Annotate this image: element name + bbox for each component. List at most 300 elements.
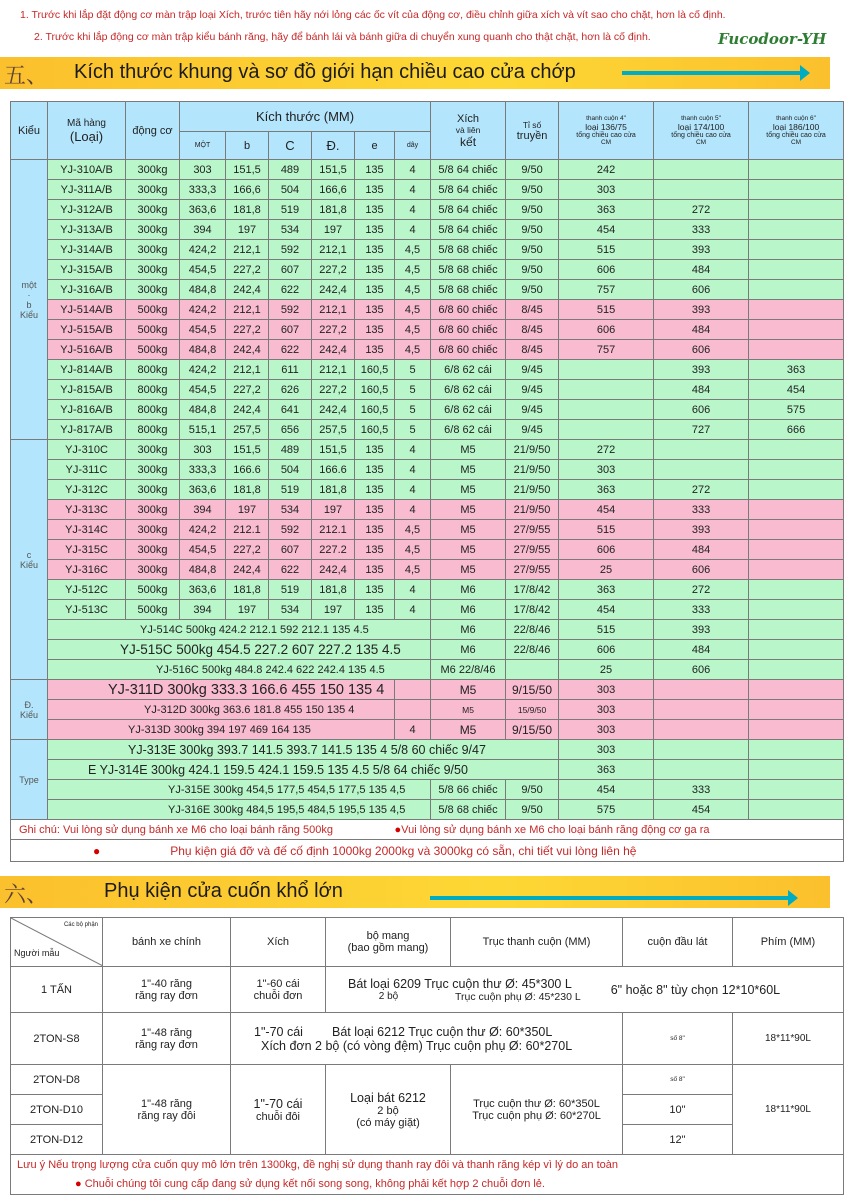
table-row <box>11 600 844 620</box>
cell-height-6in <box>749 260 844 280</box>
cell-height-5in: 333 <box>654 600 749 620</box>
cell-dim-a: 424,2 <box>180 520 226 540</box>
cell-ratio: 9/50 <box>506 220 559 240</box>
cell-chain-count: 4,5 <box>395 340 431 360</box>
cell-dim-b: 181,8 <box>226 580 269 600</box>
cell-dim-e: 160,5 <box>355 420 395 440</box>
cell-dim-b: 166,6 <box>226 180 269 200</box>
cell-dim-c: 489 <box>269 160 312 180</box>
cell-merged-spec: YJ-315E 300kg 454,5 177,5 454,5 177,5 135 4,5 <box>48 780 431 800</box>
cell-dim-c: 607 <box>269 540 312 560</box>
cell-motor: 500kg <box>126 340 180 360</box>
cell-merged-spec: YJ-516C 500kg 484.8 242.4 622 242.4 135 4.5 <box>48 660 431 680</box>
cell-height-6in <box>749 620 844 640</box>
cell-chain-count: 4,5 <box>395 300 431 320</box>
cell-height-5in <box>654 680 749 700</box>
cell-chain: 5/8 68 chiếc <box>431 240 506 260</box>
cell-model: YJ-314C <box>48 520 126 540</box>
cell-dim-b: 166.6 <box>226 460 269 480</box>
cell-height-4in: 515 <box>559 620 654 640</box>
cell-height-4in: 303 <box>559 460 654 480</box>
cell-model: YJ-310A/B <box>48 160 126 180</box>
cell-dim-a: 454,5 <box>180 540 226 560</box>
cell-height-6in <box>749 780 844 800</box>
cell-chain: M5 <box>431 700 506 720</box>
cell-dim-b: 227,2 <box>226 320 269 340</box>
cell-height-5in: 606 <box>654 560 749 580</box>
cell-dim-e: 135 <box>355 180 395 200</box>
col-kich-thuoc: Kích thước (MM) <box>180 102 431 132</box>
cell-model: YJ-313A/B <box>48 220 126 240</box>
cell-height-4in: 454 <box>559 780 654 800</box>
cell-dim-b: 242,4 <box>226 560 269 580</box>
phim-2ton-d: 18*11*90L <box>733 1065 844 1155</box>
col-d: Đ. <box>312 132 355 160</box>
cell-height-5in <box>654 160 749 180</box>
spec-1ton: Bát loại 6209 Trục cuộn thư Ø: 45*300 L 2 bộ Trục cuộn phụ Ø: 45*230 L 6" hoặc 8" tùy chọn 12*10*60L <box>326 967 844 1013</box>
table-row <box>11 420 844 440</box>
cell-dim-c: 622 <box>269 280 312 300</box>
cell-dim-e: 135 <box>355 160 395 180</box>
cell-height-5in: 727 <box>654 420 749 440</box>
cell-chain-count <box>395 680 431 700</box>
cell-dim-c: 519 <box>269 580 312 600</box>
cell-dim-d: 227,2 <box>312 320 355 340</box>
cell-chain: M5 <box>431 500 506 520</box>
col-ma-hang: Mã hàng (Loại) <box>48 102 126 160</box>
cell-dim-d: 227,2 <box>312 380 355 400</box>
cell-chain: 5/8 68 chiếc <box>431 280 506 300</box>
cell-chain-count: 5 <box>395 380 431 400</box>
cell-height-6in: 363 <box>749 360 844 380</box>
cell-height-5in <box>654 700 749 720</box>
table-row <box>11 220 844 240</box>
cell-ratio: 17/8/42 <box>506 600 559 620</box>
cell-height-6in <box>749 220 844 240</box>
cell-chain-count: 4,5 <box>395 260 431 280</box>
accessories-table <box>10 917 844 1195</box>
cell-ratio: 17/8/42 <box>506 580 559 600</box>
table-row <box>11 720 844 740</box>
cell-height-4in: 515 <box>559 240 654 260</box>
cell-chain: 5/8 64 chiếc <box>431 220 506 240</box>
cell-model: YJ-513C <box>48 600 126 620</box>
cell-ratio: 9/50 <box>506 200 559 220</box>
model-2ton-d12: 2TON-D12 <box>11 1125 103 1155</box>
cell-merged-spec: YJ-311D 300kg 333.3 166.6 455 150 135 4 <box>48 680 395 700</box>
cell-dim-e: 135 <box>355 340 395 360</box>
cell-model: YJ-311A/B <box>48 180 126 200</box>
cell-height-4in: 454 <box>559 600 654 620</box>
frame-size-table <box>10 101 844 862</box>
cell-chain: M6 <box>431 620 506 640</box>
section-6-number: 六、 <box>4 883 49 908</box>
phim-2ton-s8: 18*11*90L <box>733 1013 844 1065</box>
cell-motor: 300kg <box>126 540 180 560</box>
cell-height-5in: 272 <box>654 480 749 500</box>
cell-height-4in: 363 <box>559 760 654 780</box>
note-1: 1. Trước khi lắp đặt động cơ màn trập loại Xích, trước tiên hãy nới lỏng các ốc vít của động cơ, điều chỉnh giữa xích và vít sao cho chặt, hơn là cố định. <box>20 9 726 21</box>
table-row <box>11 400 844 420</box>
cell-chain: 6/8 60 chiếc <box>431 300 506 320</box>
cell-motor: 300kg <box>126 220 180 240</box>
cell-ratio: 8/45 <box>506 320 559 340</box>
cell-merged-spec: YJ-313E 300kg 393.7 141.5 393.7 141.5 135 4 5/8 60 chiếc 9/47 <box>48 740 559 760</box>
cell-height-6in <box>749 580 844 600</box>
cell-chain: 5/8 64 chiếc <box>431 180 506 200</box>
cell-chain: M5 <box>431 520 506 540</box>
col-b: b <box>226 132 269 160</box>
cell-height-4in: 606 <box>559 640 654 660</box>
xich-2ton-d: 1"-70 cái chuỗi đôi <box>231 1065 326 1155</box>
cell-motor: 300kg <box>126 160 180 180</box>
cell-chain-count: 4 <box>395 500 431 520</box>
cell-height-6in <box>749 300 844 320</box>
cell-model: YJ-311C <box>48 460 126 480</box>
cell-height-4in: 515 <box>559 520 654 540</box>
cell-chain-count: 4,5 <box>395 520 431 540</box>
cell-height-5in <box>654 460 749 480</box>
section-5-header <box>0 57 830 89</box>
cell-chain-count: 4 <box>395 460 431 480</box>
cell-dim-a: 484,8 <box>180 280 226 300</box>
cell-motor: 300kg <box>126 520 180 540</box>
cell-dim-a: 333,3 <box>180 460 226 480</box>
cell-dim-d: 197 <box>312 500 355 520</box>
cell-motor: 300kg <box>126 180 180 200</box>
cell-height-4in: 454 <box>559 220 654 240</box>
table-row <box>11 260 844 280</box>
cell-dim-c: 504 <box>269 460 312 480</box>
cell-height-5in <box>654 760 749 780</box>
cell-model: YJ-516A/B <box>48 340 126 360</box>
brand-logo: Fucodoor-YH <box>718 30 827 48</box>
cell-dim-c: 607 <box>269 320 312 340</box>
footnote-m6-garage: ●Vui lòng sử dụng bánh xe M6 cho loại bánh răng động cơ ga ra <box>395 820 844 840</box>
cell-ratio: 15/9/50 <box>506 700 559 720</box>
cell-dim-a: 454,5 <box>180 260 226 280</box>
cell-merged-spec: YJ-313D 300kg 394 197 469 164 135 <box>48 720 395 740</box>
cell-model: YJ-816A/B <box>48 400 126 420</box>
cell-chain: 5/8 68 chiếc <box>431 800 506 820</box>
table-row <box>11 640 844 660</box>
cell-dim-c: 656 <box>269 420 312 440</box>
cell-dim-c: 592 <box>269 240 312 260</box>
cell-height-4in: 363 <box>559 480 654 500</box>
cell-height-6in <box>749 240 844 260</box>
cell-model: YJ-316A/B <box>48 280 126 300</box>
cuon-2ton-d8: số 8" <box>623 1065 733 1095</box>
col-c: C <box>269 132 312 160</box>
cell-dim-d: 166.6 <box>312 460 355 480</box>
cell-dim-b: 227,2 <box>226 260 269 280</box>
cell-motor: 300kg <box>126 560 180 580</box>
cell-merged-spec: E YJ-314E 300kg 424.1 159.5 424.1 159.5 135 4.5 5/8 64 chiếc 9/50 <box>48 760 559 780</box>
col-xich: Xích và liên kết <box>431 102 506 160</box>
cell-height-5in: 272 <box>654 580 749 600</box>
cell-model: YJ-313C <box>48 500 126 520</box>
cell-chain: M6 22/8/46 <box>431 660 506 680</box>
cell-chain: M5 <box>431 680 506 700</box>
cell-dim-a: 394 <box>180 600 226 620</box>
cell-dim-d: 151,5 <box>312 440 355 460</box>
cell-model: YJ-315C <box>48 540 126 560</box>
cell-chain-count: 5 <box>395 400 431 420</box>
cell-dim-d: 197 <box>312 220 355 240</box>
cell-ratio: 21/9/50 <box>506 500 559 520</box>
cell-dim-b: 212,1 <box>226 300 269 320</box>
cell-motor: 500kg <box>126 580 180 600</box>
cell-height-5in: 393 <box>654 520 749 540</box>
cell-height-5in <box>654 440 749 460</box>
cell-chain: M5 <box>431 440 506 460</box>
table-row <box>11 500 844 520</box>
model-2ton-s8: 2TON-S8 <box>11 1013 103 1065</box>
kieu-ab: một · b Kiểu <box>11 160 48 440</box>
col-dong-co: động cơ <box>126 102 180 160</box>
cell-height-4in: 363 <box>559 580 654 600</box>
table-row <box>11 480 844 500</box>
cell-chain-count: 4 <box>395 600 431 620</box>
cell-dim-b: 242,4 <box>226 340 269 360</box>
cell-dim-d: 181,8 <box>312 200 355 220</box>
cell-height-6in <box>749 160 844 180</box>
cell-dim-d: 257,5 <box>312 420 355 440</box>
cell-dim-b: 227,2 <box>226 540 269 560</box>
spec-2ton-s8: 1"-70 cái Bát loại 6212 Trục cuộn thư Ø: 60*350L Xích đơn 2 bộ (có vòng đệm) Trục cuộn phụ Ø: 60*270L <box>231 1013 623 1065</box>
cell-height-4in: 303 <box>559 720 654 740</box>
cell-height-6in <box>749 800 844 820</box>
cell-height-5in: 606 <box>654 280 749 300</box>
col-kieu: Kiểu <box>11 102 48 160</box>
cell-height-6in <box>749 740 844 760</box>
cell-motor: 800kg <box>126 400 180 420</box>
cell-dim-a: 454,5 <box>180 380 226 400</box>
cell-dim-a: 454,5 <box>180 320 226 340</box>
cell-height-5in: 333 <box>654 220 749 240</box>
cell-height-6in <box>749 340 844 360</box>
col-ti-so: Tỉ số truyền <box>506 102 559 160</box>
cell-chain: 6/8 62 cái <box>431 360 506 380</box>
table-row <box>11 320 844 340</box>
cell-dim-e: 160,5 <box>355 400 395 420</box>
cuon-2ton-d12: 12" <box>623 1125 733 1155</box>
cell-merged-spec: YJ-312D 300kg 363.6 181.8 455 150 135 4 <box>48 700 395 720</box>
table-row <box>11 800 844 820</box>
cell-height-5in: 484 <box>654 540 749 560</box>
cell-dim-b: 181,8 <box>226 480 269 500</box>
kieu-e: Type <box>11 740 48 820</box>
cell-height-6in <box>749 720 844 740</box>
cell-dim-e: 135 <box>355 480 395 500</box>
cell-height-5in: 606 <box>654 340 749 360</box>
cell-height-5in: 484 <box>654 640 749 660</box>
cell-dim-d: 242,4 <box>312 400 355 420</box>
cell-ratio: 27/9/55 <box>506 520 559 540</box>
cell-motor: 300kg <box>126 200 180 220</box>
cell-dim-a: 424,2 <box>180 240 226 260</box>
col-mot: MỘT <box>180 132 226 160</box>
cell-height-4in: 303 <box>559 700 654 720</box>
cell-dim-c: 592 <box>269 300 312 320</box>
cell-motor: 300kg <box>126 460 180 480</box>
cell-chain-count: 4,5 <box>395 280 431 300</box>
cell-motor: 800kg <box>126 420 180 440</box>
cell-chain-count: 4 <box>395 480 431 500</box>
cell-ratio: 9/50 <box>506 160 559 180</box>
cell-height-6in <box>749 480 844 500</box>
cell-dim-a: 424,2 <box>180 300 226 320</box>
cell-dim-e: 160,5 <box>355 360 395 380</box>
table-row <box>11 660 844 680</box>
cell-chain: 6/8 60 chiếc <box>431 340 506 360</box>
cell-motor: 300kg <box>126 480 180 500</box>
cell-dim-e: 160,5 <box>355 380 395 400</box>
cell-dim-c: 607 <box>269 260 312 280</box>
cell-height-5in <box>654 180 749 200</box>
cell-chain-count: 4,5 <box>395 320 431 340</box>
model-1ton: 1 TẤN <box>11 967 103 1013</box>
cell-dim-e: 135 <box>355 220 395 240</box>
cell-dim-b: 197 <box>226 500 269 520</box>
cell-dim-b: 212.1 <box>226 520 269 540</box>
cell-dim-b: 242,4 <box>226 400 269 420</box>
cell-height-6in <box>749 760 844 780</box>
col-cuon-4: thanh cuộn 4" loại 136/75 tổng chiều cao cửa CM <box>559 102 654 160</box>
cell-dim-e: 135 <box>355 520 395 540</box>
cell-ratio: 9/50 <box>506 280 559 300</box>
cell-height-5in: 393 <box>654 300 749 320</box>
cell-motor: 800kg <box>126 380 180 400</box>
cell-motor: 800kg <box>126 360 180 380</box>
cell-height-6in <box>749 680 844 700</box>
cell-chain: 6/8 62 cái <box>431 420 506 440</box>
col-xich-2: Xích <box>231 918 326 967</box>
cell-dim-d: 151,5 <box>312 160 355 180</box>
cell-motor: 300kg <box>126 500 180 520</box>
section-5-number: 五、 <box>4 64 49 89</box>
table-row <box>11 240 844 260</box>
cell-height-5in: 484 <box>654 380 749 400</box>
section-6-header <box>0 876 830 908</box>
cell-height-5in: 333 <box>654 500 749 520</box>
xich-1ton: 1"-60 cái chuỗi đơn <box>231 967 326 1013</box>
cell-dim-e: 135 <box>355 600 395 620</box>
cell-dim-e: 135 <box>355 560 395 580</box>
cell-motor: 300kg <box>126 240 180 260</box>
cell-chain: 5/8 64 chiếc <box>431 200 506 220</box>
cell-dim-d: 212,1 <box>312 360 355 380</box>
cell-height-5in: 484 <box>654 260 749 280</box>
cell-ratio: 27/9/55 <box>506 540 559 560</box>
cell-dim-c: 611 <box>269 360 312 380</box>
cuon-2ton-s8: số 8" <box>623 1013 733 1065</box>
cell-motor: 300kg <box>126 280 180 300</box>
footnote-m6-500kg: Ghi chú: Vui lòng sử dụng bánh xe M6 cho loại bánh răng 500kg <box>11 820 395 840</box>
col-e: e <box>355 132 395 160</box>
cell-model: YJ-815A/B <box>48 380 126 400</box>
cell-ratio: 9/45 <box>506 420 559 440</box>
table-row <box>11 760 844 780</box>
corner-header: Các bộ phận Người mẫu <box>11 918 103 967</box>
cell-chain: M6 <box>431 640 506 660</box>
cell-chain-count: 4,5 <box>395 540 431 560</box>
section-5-title: Kích thước khung và sơ đồ giới hạn chiều cao cửa chớp <box>74 61 576 83</box>
cell-dim-d: 166,6 <box>312 180 355 200</box>
table-row <box>11 680 844 700</box>
cell-height-4in: 606 <box>559 320 654 340</box>
col-phim: Phím (MM) <box>733 918 844 967</box>
cell-dim-a: 394 <box>180 220 226 240</box>
cell-model: YJ-312C <box>48 480 126 500</box>
cell-dim-c: 534 <box>269 600 312 620</box>
kieu-d: Đ. Kiểu <box>11 680 48 740</box>
cell-height-6in <box>749 320 844 340</box>
section-6-title: Phụ kiện cửa cuốn khổ lớn <box>104 880 343 902</box>
table-row <box>11 460 844 480</box>
cell-height-4in: 606 <box>559 260 654 280</box>
cell-height-5in: 606 <box>654 660 749 680</box>
cell-height-4in: 303 <box>559 740 654 760</box>
cell-chain: 6/8 62 cái <box>431 380 506 400</box>
cell-dim-a: 515,1 <box>180 420 226 440</box>
cell-dim-d: 242,4 <box>312 340 355 360</box>
cell-chain-count: 4 <box>395 720 431 740</box>
cell-dim-b: 197 <box>226 600 269 620</box>
cell-ratio: 21/9/50 <box>506 480 559 500</box>
cell-dim-a: 363,6 <box>180 480 226 500</box>
table-row <box>11 440 844 460</box>
cell-height-5in: 393 <box>654 360 749 380</box>
cell-chain: M5 <box>431 480 506 500</box>
cell-ratio: 9/50 <box>506 240 559 260</box>
cell-height-4in: 515 <box>559 300 654 320</box>
cell-dim-e: 135 <box>355 260 395 280</box>
banh-xe-2ton-d: 1"-48 răng răng ray đôi <box>103 1065 231 1155</box>
cell-chain-count: 5 <box>395 420 431 440</box>
cell-height-6in <box>749 440 844 460</box>
col-banh-xe: bánh xe chính <box>103 918 231 967</box>
cell-height-5in: 393 <box>654 620 749 640</box>
cell-chain-count: 4,5 <box>395 240 431 260</box>
cell-dim-c: 519 <box>269 200 312 220</box>
cell-height-4in: 757 <box>559 340 654 360</box>
cell-height-4in: 242 <box>559 160 654 180</box>
cell-ratio: 9/45 <box>506 360 559 380</box>
cell-ratio: 21/9/50 <box>506 440 559 460</box>
cell-model: YJ-814A/B <box>48 360 126 380</box>
cell-height-5in: 393 <box>654 240 749 260</box>
cell-dim-b: 151,5 <box>226 160 269 180</box>
cell-height-4in: 575 <box>559 800 654 820</box>
cell-dim-c: 504 <box>269 180 312 200</box>
cell-dim-a: 424,2 <box>180 360 226 380</box>
cell-height-4in <box>559 360 654 380</box>
cell-dim-d: 227.2 <box>312 540 355 560</box>
cell-merged-spec: YJ-316E 300kg 484,5 195,5 484,5 195,5 135 4,5 <box>48 800 431 820</box>
cell-height-4in: 303 <box>559 180 654 200</box>
table-row <box>11 560 844 580</box>
cell-ratio: 9/45 <box>506 400 559 420</box>
cell-dim-e: 135 <box>355 540 395 560</box>
cell-height-6in <box>749 600 844 620</box>
cell-chain: M5 <box>431 540 506 560</box>
cell-dim-d: 181,8 <box>312 480 355 500</box>
cell-dim-e: 135 <box>355 440 395 460</box>
cell-dim-a: 363,6 <box>180 200 226 220</box>
cell-dim-d: 242,4 <box>312 280 355 300</box>
cell-model: YJ-314A/B <box>48 240 126 260</box>
